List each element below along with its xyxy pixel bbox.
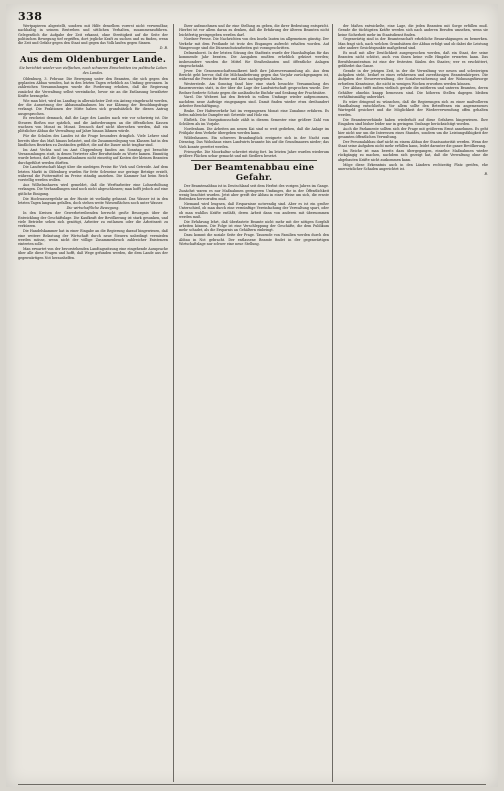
paragraph: Die Erfahrung lehrt, daß überlastete Beamte nicht mehr mit der nötigen Sorgfalt arbeiten können. Die Folge ist eine Verschleppung der Geschäfte, die dem Publikum mehr schadet, als die Ersparnis an Gehältern einbringt. <box>179 219 329 233</box>
paragraph: Im Amt Vechta und im Amt Cloppenburg fanden am Sonntag gut besuchte Versammlungen statt, in denen Vertreter aller Berufsstände zu Worte kamen. Einmütig wurde betont, daß die Sparmaßnahmen nicht einseitig auf Kosten der kleinen Beamten durchgeführt werden dürften. <box>18 147 168 165</box>
section-subheading: Sie berichtet wieder von vielfachen, noch schweren Einschnitten ins politische Leben des Landes. <box>19 66 167 75</box>
paragraph: Im Reiche ist man bereits dazu übergegangen, einzelne Maßnahmen wieder rückgängig zu machen, nachdem sich gezeigt hat, daß die Verwaltung ohne die abgebauten Kräfte nicht auskommen kann. <box>338 149 488 162</box>
paragraph: Jever. Die Genossenschaftsmolkerei hielt ihre Jahresversammlung ab. Aus dem Bericht geht hervor, daß die Milchanlieferung gegen das Vorjahr zurückgegangen ist, während die Preise für Butter und Käse nachgegeben haben. <box>179 68 329 82</box>
paragraph: Ihrer aufzunehmen und ihr eine Stellung zu geben, die ihrer Bedeutung entspricht. Hierbei ist vor allem daran zu denken, daß die Erfahrung der älteren Beamten nicht leichtfertig preisgegeben werden darf. <box>179 24 329 37</box>
paragraph: Gegenwärtig sind in der Beamtenschaft erhebliche Beunruhigungen zu bemerken. Man fragt sich, nach welchen Grundsätzen der Abbau erfolgt und ob dabei die Leistung oder andere Gesichtspunkte maßgebend sind. <box>338 37 488 51</box>
bottom-rule <box>18 784 486 785</box>
column-3 <box>338 24 488 782</box>
paragraph: Man erwartet von der bevorstehenden Landtagssitzung eine eingehende Aussprache über alle diese Fragen und hofft, daß Wege gefunden werden, die dem Lande aus der gegenwärtigen Not heraushelfen. <box>18 246 168 260</box>
paragraph: Westerstede. Am Sonntag fand hier eine stark besuchte Versammlung des Bauernvereins statt, in der über die Lage der Landwirtschaft gesprochen wurde. Der Redner forderte Schutz gegen die ausländische Einfuhr und Senkung der Frachtsätze. <box>179 82 329 95</box>
paragraph: Die Landwirtschaft klagt über die niedrigen Preise für Vieh und Getreide. Auf dem letzten Markt in Oldenburg wurden für fette Schweine nur geringe Beträge erzielt, während die Futtermittel im Preise ständig anziehen. Die Kammer hat beim Reich vorstellig werden wollen. <box>18 165 168 183</box>
paragraph: Brake. Der Hafenverkehr hat im vergangenen Monat eine Zunahme erfahren. Es liefen zahlreiche Dampfer mit Getreide und Holz ein. <box>179 108 329 118</box>
section-heading: Der Beamtenabbau eine Gefahr. <box>193 163 315 184</box>
paragraph: Es muß mit aller Deutlichkeit ausgesprochen werden, daß ein Staat, der seine Beamten nicht schützt, auch von ihnen keine volle Hingabe erwarten kann. Das Berufsbeamtentum ist eine der festesten Säulen des Staates; wer es erschüttert, gefährdet das Ganze. <box>338 50 488 68</box>
divider <box>30 52 156 53</box>
paragraph: Friesoythe. Die Moorkultur schreitet rüstig fort. Im letzten Jahre wurden wiederum größere Flächen urbar gemacht und mit Siedlern besetzt. <box>179 149 329 158</box>
paragraph: Oldenburg, 3. Februar. Die Bewegung unter den Beamten, die sich gegen den geplanten Abbau wenden, hat in den letzten Tagen erheblich an Umfang gewonnen. In zahlreichen Versammlungen wurde die Forderung erhoben, daß die Regierung zunächst die Verwaltung selbst vereinfache, bevor sie an die Entlassung bewährter Kräfte herangehe. <box>18 76 168 98</box>
column-rule <box>173 24 174 782</box>
paragraph: Aus Wilhelmshaven wird gemeldet, daß die Werftarbeiter eine Lohnerhöhung verlangen. Die Verhandlungen sind noch nicht abgeschlossen; man hofft jedoch auf eine gütliche Einigung. <box>18 183 168 196</box>
divider <box>191 160 317 161</box>
paragraph: Es wäre dringend zu wünschen, daß die Regierungen sich zu einer maßvolleren Handhabung entschließen. Vor allem sollte den Betroffenen ein angemessenes Wartegeld gesichert und die Möglichkeit der Wiederverwendung offen gehalten werden. <box>338 99 488 117</box>
paragraph: Die Handelskammer hat in einer Eingabe an die Regierung darauf hingewiesen, daß eine weitere Belastung der Wirtschaft durch neue Steuern unbedingt vermieden werden müsse, wenn nicht der völlige Zusammenbruch zahlreicher Existenzen eintreten solle. <box>18 229 168 247</box>
paragraph: Für die Schulen des Landes ist die Frage besonders dringlich. Viele Lehrer sind bereits über das Maß hinaus belastet, und die Zusammenlegung von Klassen hat in den ländlichen Bezirken zu Zuständen geführt, die auf die Dauer nicht tragbar sind. <box>18 134 168 147</box>
paragraph: In den Kreisen der Gewerbetreibenden herrscht große Besorgnis über die Entwicklung der Geschäftslage. Die Kaufkraft der Bevölkerung ist stark gesunken, und viele Betriebe sehen sich genötigt, Arbeiter zu entlassen oder die Arbeitszeit zu verkürzen. <box>18 211 168 229</box>
paragraph: Elsfleth. Die Navigationsschule zählt in diesem Semester eine größere Zahl von Schülern als im Vorjahr. <box>179 117 329 127</box>
paragraph: Auch die Parlamente sollten sich der Frage mit größerem Ernst annehmen. Es geht hier nicht nur um die Interessen eines Standes, sondern um die Leistungsfähigkeit der gesamten öffentlichen Verwaltung. <box>338 126 488 140</box>
signature: B. <box>484 171 488 176</box>
column-2 <box>179 24 329 782</box>
paragraph: Nordenham. Die Arbeiten am neuen Kai sind so weit gediehen, daß die Anlage im Frühjahr dem Verkehr übergeben werden kann. <box>179 127 329 136</box>
paragraph: Der Beamtenabbau ist in Deutschland seit dem Herbst des vorigen Jahres im Gange. Zunächst waren es nur Maßnahmen geringeren Umfanges, die in der Öffentlichkeit wenig beachtet wurden. Jetzt aber greift der Abbau in einer Weise um sich, die ernste Bedenken hervorrufen muß. <box>179 184 329 202</box>
section-subheading: Die wirtschaftliche Bewegung. <box>66 205 120 210</box>
section-heading: Aus dem Oldenburger Lande. <box>19 55 167 66</box>
paragraph: Es erscheint demnach, daß die Lage des Landes nach wie vor schwierig ist. Die Steuern fließen nur spärlich, und die Anforderungen an die öffentlichen Kassen wachsen von Monat zu Monat. Dennoch darf nicht übersehen werden, daß ein plötzlicher Abbau die Verwaltung auf Jahre hinaus lähmen würde. <box>18 116 168 134</box>
paragraph: Der Personalabbau darf nicht zu einem Abbau der Staatsautorität werden. Wenn der Staat seine Aufgaben nicht mehr erfüllen kann, leidet darunter die ganze Bevölkerung. <box>338 140 488 149</box>
paragraph: Varel. Die Weberei hat den Betrieb in vollem Umfange wieder aufgenommen, nachdem neue Aufträge eingegangen sind. Damit finden wieder etwa dreihundert Arbeiter Beschäftigung. <box>179 95 329 109</box>
paragraph: Wildeshausen. Ein schweres Brandunglück ereignete sich in der Nacht zum Dienstag. Das Wohnhaus eines Landwirts brannte bis auf die Grundmauern nieder; das Vieh konnte gerettet werden. <box>179 136 329 149</box>
page-number: 338 <box>18 10 43 23</box>
signature: D. B. <box>159 46 168 51</box>
paragraph: Der Abbau trifft zudem vielfach gerade die mittleren und unteren Beamten, deren Gehälter ohnehin knapp bemessen sind. Die höheren Stellen dagegen bleiben verhältnismäßig unberührt. <box>338 86 488 100</box>
column-1 <box>18 24 168 782</box>
paragraph: Wie man hört, wird im Landtag in allernächster Zeit ein Antrag eingebracht werden, der die Aussetzung der Abbaumaßnahmen bis zur Klärung der Besoldungsfrage verlangt. Die Fraktionen der Mitte haben sich grundsätzlich für diesen Antrag ausgesprochen. <box>18 98 168 116</box>
paragraph: Möge diese Erkenntnis auch in den Ländern rechtzeitig Platz greifen, ehe unersetzlicher Schaden angerichtet ist. <box>338 162 488 171</box>
column-rule <box>332 24 333 782</box>
paragraph: Die Beamtenverbände haben wiederholt auf diese Gefahren hingewiesen. Ihre Eingaben sind bisher leider nur in geringem Umfange berücksichtigt worden. <box>338 117 488 126</box>
paragraph: Nordsee-Presse. Die Nachrichten von den Inseln lauten im allgemeinen günstig. Der Verkehr mit dem Festlande ist trotz des Eisganges aufrecht erhalten worden. Auf Wangerooge sind die Dünenschutzarbeiten gut vorangeschritten. <box>179 37 329 51</box>
newspaper-page <box>6 4 498 787</box>
paragraph: Niemand wird leugnen, daß Ersparnisse notwendig sind. Aber es ist ein großer Unterschied, ob man durch eine vernünftige Vereinfachung der Verwaltung spart, oder ob man wahllos Kräfte entläßt, deren Arbeit dann von anderen mit übernommen werden muß. <box>179 201 329 220</box>
paragraph: Die Hochwassergefahr an der Hunte ist vorläufig gebannt. Das Wasser ist in den letzten Tagen langsam gefallen, doch stehen weite Wiesenflächen noch unter Wasser. <box>18 196 168 205</box>
paragraph: Delmenhorst. In der letzten Sitzung des Stadtrats wurde der Haushaltsplan für das kommende Jahr beraten. Die Ausgaben mußten erheblich gekürzt werden; insbesondere wurden die Mittel für Straßenbauten und öffentliche Anlagen eingeschränkt. <box>179 50 329 68</box>
paragraph: Dazu kommt die soziale Seite der Frage. Tausende von Familien werden durch den Abbau in Not gebracht. Der entlassene Beamte findet in der gegenwärtigen Wirtschaftslage nur schwer eine neue Stellung. <box>179 233 329 246</box>
paragraph: Wertpapieren abgestellt, sondern mit Hilfe desselben vorerst nicht verwendbar, nachhaltig in seinem Bestreben und sittlichen Verhalten, zusammenzuführen. Gelegentlich die Aufgabe der Zeit erkannt, ohne Streitigkeit auf die Seite der politischen Bewegung tief ergriffen, dort jegliche Kraft zu suchen und zu finden, wenn die Zeit und Gefahr gegen den Staat und gegen das Volk laufen gegen Sinnen. <box>18 24 168 46</box>
paragraph: Gerade in der jetzigen Zeit, in der die Verwaltung vor neuen und schwierigen Aufgaben steht, bedarf es eines erfahrenen und zuverlässigen Beamtenkörpers. Die Aufgaben der Steuerverwaltung, der Sozialversicherung und der Wohnungsfürsorge erfordern Kenntnisse, die nicht in wenigen Wochen erworben werden können. <box>338 68 488 86</box>
paragraph: der Maßen entwickelte, eine Lage, die jeden Beamten mit Sorge erfüllen muß. Gerade die tüchtigsten Kräfte werden sich nach anderen Berufen umsehen, wenn sie keine Sicherheit mehr im Staatsdienst finden. <box>338 24 488 37</box>
